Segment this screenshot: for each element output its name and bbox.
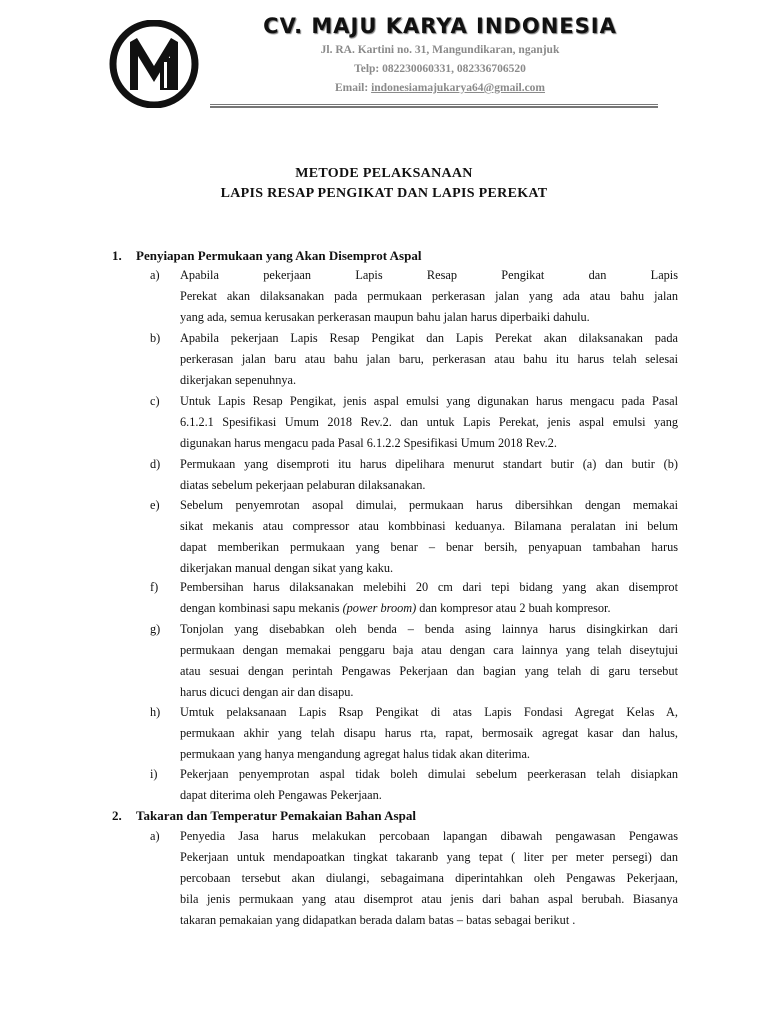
- item-text-line: diatas sebelum pekerjaan pelaburan dilaksanakan.: [180, 478, 426, 492]
- item-text-line: Sebelum penyemrotan asopal dimulai, permukaan harus dibersihkan dengan memakai: [180, 498, 678, 512]
- item-text-line: Pekerjaan penyemprotan aspal tidak boleh dimulai sebelum peerkerasan telah disiapkan: [180, 767, 678, 781]
- company-logo: [104, 20, 204, 108]
- item-text-line: dengan kombinasi sapu mekanis (power broom) dan kompresor atau 2 buah kompresor.: [180, 601, 611, 615]
- item-text-line: 6.1.2.1 Spesifikasi Umum 2018 Rev.2. dan untuk Lapis Perekat, jenis aspal emulsi yang: [180, 415, 678, 429]
- item-text-line: Penyedia Jasa harus melakukan percobaan lapangan dibawah pengawasan Pengawas: [180, 829, 678, 843]
- company-phone: Telp: 082230060331, 082336706520: [354, 63, 526, 75]
- item-label: a): [150, 829, 160, 843]
- email-label: Email:: [334, 82, 372, 94]
- item-text-line: Perekat akan dilaksanakan pada permukaan perkerasan jalan yang ada atau bahu jalan: [180, 289, 678, 303]
- item-text-line: percobaan tersebut akan diulangi, sebagaimana diperintahkan oleh Pengawas Pekerjaan,: [180, 871, 678, 885]
- item-text-line: takaran pemakaian yang didapatkan berada dalam batas – batas sebagai berikut .: [180, 913, 576, 927]
- item-label: b): [150, 331, 161, 345]
- item-text-line: bila jenis permukaan yang atau disemprot atau jenis dari bahan aspal berubah. Biasanya: [180, 892, 678, 906]
- document-subtitle: LAPIS RESAP PENGIKAT DAN LAPIS PEREKAT: [220, 186, 548, 201]
- item-text-line: Apabila pekerjaan Lapis Resap Pengikat dan Lapis Perekat akan dilaksanakan pada: [180, 331, 678, 345]
- company-email-line: [220, 82, 660, 94]
- item-text-line: permukaan yang hanya mengandung agregat halus tidak akan diterima.: [180, 747, 530, 761]
- item-text: [180, 702, 678, 765]
- email-link[interactable]: indonesiamajukarya64@gmail.com: [371, 82, 546, 94]
- header-divider: [210, 104, 658, 105]
- section-title: Penyiapan Permukaan yang Akan Disemprot Aspal: [136, 248, 422, 263]
- item-text-line: yang ada, semua kerusakan perkerasan maupun bahu jalan harus diperbaiki dahulu.: [180, 310, 590, 324]
- item-text-line: harus dicuci dengan air dan disapu.: [180, 685, 354, 699]
- company-address: Jl. RA. Kartini no. 31, Mangundikaran, nganjuk: [320, 44, 560, 56]
- item-text-line: Pembersihan harus dilaksanakan melebihi 20 cm dari tepi bidang yang akan disemprot: [180, 580, 678, 594]
- item-text-line: digunakan harus mengacu pada Pasal 6.1.2.2 Spesifikasi Umum 2018 Rev.2.: [180, 436, 557, 450]
- item-text: [180, 391, 678, 454]
- item-text: [180, 328, 678, 391]
- item-text-line: perkerasan jalan baru atau bahu jalan baru, perkerasan atau bahu itu harus telah selesai: [180, 352, 678, 366]
- item-text-line: Permukaan yang disemproti itu harus dipelihara menurut standart butir (a) dan butir (b): [180, 457, 678, 471]
- item-label: a): [150, 268, 160, 282]
- item-label: f): [150, 580, 159, 594]
- item-text-line: Apabila pekerjaan Lapis Resap Pengikat dan Lapis: [180, 268, 678, 282]
- item-text: [180, 265, 678, 328]
- section-number: 1.: [112, 248, 122, 263]
- item-text-line: sikat mekanis atau compressor atau kombbinasi keduanya. Bilamana peralatan ini belum: [180, 519, 678, 533]
- item-text: [180, 577, 678, 619]
- item-text-line: dikerjakan manual dengan sikat yang kaku.: [180, 561, 394, 575]
- item-text-line: atau sesuai dengan perintah Pengawas Pekerjaan dan bagian yang telah di garu tersebut: [180, 664, 678, 678]
- item-label: g): [150, 622, 161, 636]
- item-label: e): [150, 498, 160, 512]
- item-text: [180, 619, 678, 703]
- item-text-line: dikerjakan sepenuhnya.: [180, 373, 297, 387]
- company-name: CV. MAJU KARYA INDONESIA: [263, 14, 617, 38]
- item-label: i): [150, 767, 158, 781]
- item-label: c): [150, 394, 160, 408]
- section-1-heading: [112, 248, 421, 264]
- item-label: h): [150, 705, 161, 719]
- item-text: [180, 495, 678, 579]
- item-text: [180, 764, 678, 806]
- item-text-line: Tonjolan yang disebabkan oleh benda – benda asing lainnya harus disingkirkan dari: [180, 622, 678, 636]
- header-divider-thick: [210, 106, 658, 108]
- document-title: METODE PELAKSANAAN: [295, 166, 473, 181]
- item-text: [180, 826, 678, 931]
- item-text-line: dapat memberikan permukaan yang benar – benar bersih, penyapuan tambahan harus: [180, 540, 678, 554]
- section-number: 2.: [112, 808, 122, 823]
- item-text-line: Untuk Lapis Resap Pengikat, jenis aspal emulsi yang digunakan harus mengacu pada Pasal: [180, 394, 678, 408]
- item-text-line: Umtuk pelaksanaan Lapis Rsap Pengikat di atas Lapis Fondasi Agregat Kelas A,: [180, 705, 678, 719]
- item-text-line: Pekerjaan untuk mendapoatkan tingkat takaranb yang tepat ( liter per meter persegi) dan: [180, 850, 678, 864]
- item-text-line: permukaan akhir yang telah disapu harus rta, rapat, bermosaik agregat kasar dan halus,: [180, 726, 678, 740]
- item-label: d): [150, 457, 161, 471]
- item-text-line: dapat diterima oleh Pengawas Pekerjaan.: [180, 788, 382, 802]
- section-title: Takaran dan Temperatur Pemakaian Bahan Aspal: [136, 808, 416, 823]
- item-text: [180, 454, 678, 496]
- section-2-heading: [112, 808, 416, 824]
- item-text-line: permukaan dengan memakai penggaru baja atau dengan cara lainnya yang telah diseytujui: [180, 643, 678, 657]
